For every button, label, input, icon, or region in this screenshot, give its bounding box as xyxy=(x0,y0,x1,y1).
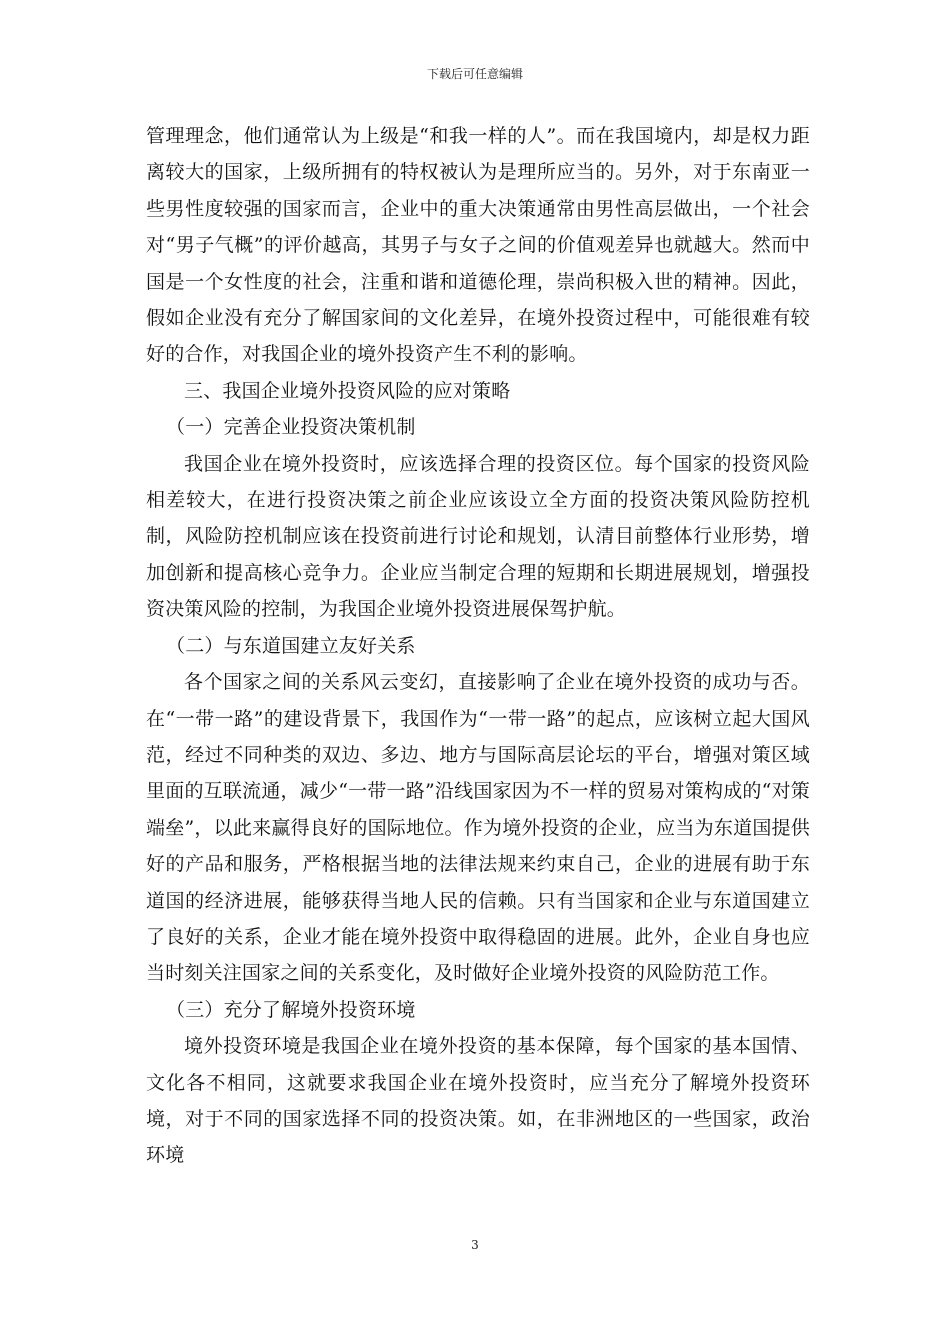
document-body xyxy=(146,118,810,1174)
paragraph-investment-environment: 境外投资环境是我国企业在境外投资的基本保障，每个国家的基本国情、文化各不相同，这就要求我国企业在境外投资时，应当充分了解境外投资环境，对于不同的国家选择不同的投资决策。如，在非洲地区的一些国家，政治环境 xyxy=(146,1035,810,1167)
subheading-host-country-relations: （二）与东道国建立友好关系 xyxy=(166,634,416,657)
section-heading-strategies: 三、我国企业境外投资风险的应对策略 xyxy=(184,379,511,402)
paragraph-culture-difference: 管理理念，他们通常认为上级是“和我一样的人”。而在我国境内，却是权力距离较大的国家，上级所拥有的特权被认为是理所应当的。另外，对于东南亚一些男性度较强的国家而言，企业中的重大决策通常由男性高层做出，一个社会对“男子气概”的评价越高，其男子与女子之间的价值观差异也就越大。然而中国是一个女性度的社会，注重和谐和道德伦理，崇尚积极入世的精神。因此，假如企业没有充分了解国家间的文化差异，在境外投资过程中，可能很难有较好的合作，对我国企业的境外投资产生不利的影响。 xyxy=(146,125,810,366)
paragraph-decision-mechanism: 我国企业在境外投资时，应该选择合理的投资区位。每个国家的投资风险相差较大，在进行投资决策之前企业应该设立全方面的投资决策风险防控机制，风险防控机制应该在投资前进行讨论和规划，认清目前整体行业形势，增加创新和提高核心竞争力。企业应当制定合理的短期和长期进展规划，增强投资决策风险的控制，为我国企业境外投资进展保驾护航。 xyxy=(146,452,810,621)
subheading-decision-mechanism: （一）完善企业投资决策机制 xyxy=(166,416,416,439)
paragraph-host-country-relations: 各个国家之间的关系风云变幻，直接影响了企业在境外投资的成功与否。在“一带一路”的建设背景下，我国作为“一带一路”的起点，应该树立起大国风范，经过不同种类的双边、多边、地方与国际高层论坛的平台，增强对策区域里面的互联流通，减少“一带一路”沿线国家因为不一样的贸易对策构成的“对策端垒”，以此来赢得良好的国际地位。作为境外投资的企业，应当为东道国提供好的产品和服务，严格根据当地的法律法规来约束自己，企业的进展有助于东道国的经济进展，能够获得当地人民的信赖。只有当国家和企业与东道国建立了良好的关系，企业才能在境外投资中取得稳固的进展。此外，企业自身也应当时刻关注国家之间的关系变化，及时做好企业境外投资的风险防范工作。 xyxy=(146,671,810,985)
page-header: 下载后可任意编辑 xyxy=(426,67,523,81)
page-number: 3 xyxy=(471,1238,479,1252)
subheading-investment-environment: （三）充分了解境外投资环境 xyxy=(166,998,416,1021)
